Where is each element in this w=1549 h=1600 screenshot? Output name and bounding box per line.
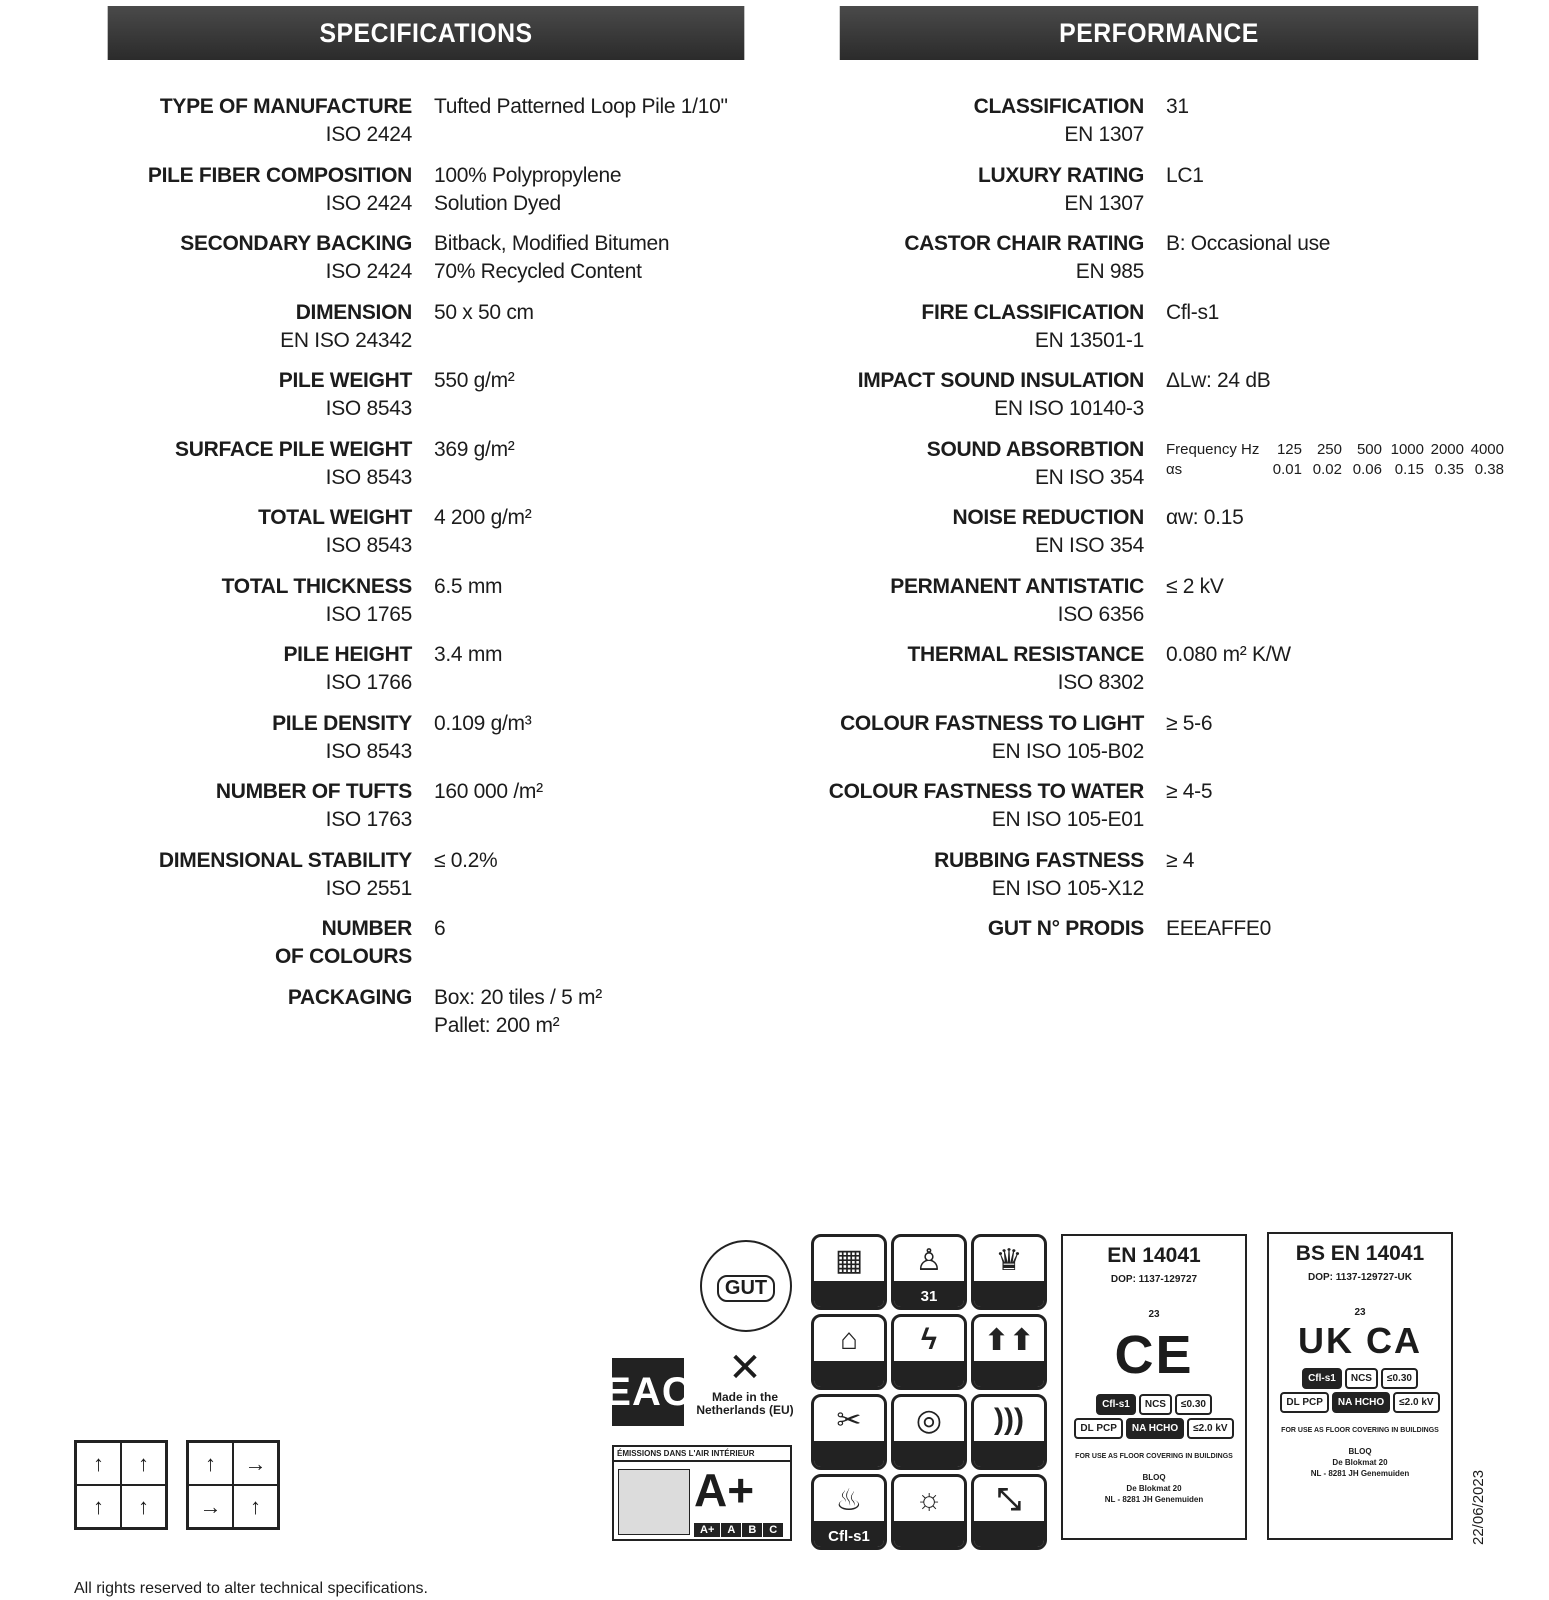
usage-class-icon: ♙ 31 — [891, 1234, 967, 1310]
specifications-row — [80, 710, 780, 779]
commercial-use-icon: ▦ — [811, 1234, 887, 1310]
frequency-value: 1000 — [1390, 440, 1424, 458]
specifications-name: SECONDARY BACKING — [180, 232, 412, 255]
specifications-standard: EN ISO 24342 — [280, 328, 412, 352]
specifications-row — [80, 93, 780, 162]
specifications-value: Bitback, Modified Bitumen — [434, 232, 670, 255]
performance-standard: ISO 6356 — [1057, 602, 1144, 626]
dop-badge: Cfl-s1 — [1096, 1394, 1136, 1415]
specifications-row — [80, 778, 780, 847]
frequency-value: 2000 — [1430, 440, 1464, 458]
arrow-icon: ↑ — [121, 1442, 166, 1485]
specifications-row — [80, 641, 780, 710]
performance-name: SOUND ABSORBTION — [926, 437, 1144, 461]
dop-badge: NCS — [1139, 1394, 1172, 1415]
frequency-value: 125 — [1276, 440, 1302, 458]
performance-row — [812, 162, 1512, 231]
issue-date: 22/06/2023 — [1470, 1469, 1487, 1545]
performance-name: FIRE CLASSIFICATION — [921, 300, 1144, 324]
performance-value: 31 — [1166, 95, 1189, 118]
dop-badge: DL PCP — [1074, 1418, 1123, 1439]
dop-badge: NA HCHO — [1126, 1418, 1184, 1439]
performance-value: ≥ 4 — [1166, 848, 1195, 872]
performance-name: COLOUR FASTNESS TO WATER — [828, 780, 1144, 803]
impact-sound-icon: ))) — [971, 1394, 1047, 1470]
dop-badge: ≤0.30 — [1381, 1368, 1418, 1389]
specifications-row — [80, 573, 780, 642]
performance-standard: EN 985 — [1075, 260, 1144, 283]
specifications-row — [80, 915, 780, 984]
emission-grade: B — [742, 1523, 762, 1537]
specifications-row — [80, 162, 780, 231]
performance-value: ΔLw: 24 dB — [1166, 369, 1271, 392]
specifications-standard: ISO 8543 — [325, 465, 412, 489]
performance-row — [812, 847, 1512, 916]
performance-standard: ISO 8302 — [1057, 671, 1144, 694]
specifications-row — [80, 436, 780, 505]
performance-row — [812, 504, 1512, 573]
sound-absorption-table — [1166, 440, 1504, 480]
performance-value: 0.080 m² K/W — [1166, 643, 1291, 666]
performance-row — [812, 573, 1512, 642]
performance-name: CLASSIFICATION — [973, 95, 1144, 118]
performance-value: EEEAFFE0 — [1166, 917, 1271, 940]
performance-value: ≤ 2 kV — [1166, 574, 1224, 598]
arrow-icon: ↑ — [121, 1485, 166, 1528]
arrow-icon: ↑ — [233, 1485, 278, 1528]
specifications-value: 0.109 g/m³ — [434, 711, 532, 735]
performance-name: GUT N° PRODIS — [987, 917, 1144, 940]
specifications-value: 50 x 50 cm — [434, 300, 534, 324]
specifications-row — [80, 230, 780, 299]
specifications-value: ≤ 0.2% — [434, 848, 498, 872]
performance-standard: EN 13501-1 — [1034, 328, 1144, 352]
absorption-value: 0.38 — [1474, 460, 1504, 478]
specifications-value: 550 g/m² — [434, 369, 515, 392]
absorption-value: 0.02 — [1312, 460, 1342, 478]
dop-address-line: BLOQ — [1142, 1473, 1166, 1482]
footer-note: All rights reserved to alter technical specifications. — [74, 1580, 428, 1597]
arrow-icon: ↑ — [76, 1442, 121, 1485]
specifications-name: PILE FIBER COMPOSITION — [147, 163, 412, 187]
specifications-value: 100% Polypropylene — [434, 163, 622, 187]
performance-standard: EN ISO 354 — [1034, 465, 1144, 489]
emission-grade: A — [721, 1523, 741, 1537]
dop-badge: NCS — [1345, 1368, 1378, 1389]
specifications-value: 160 000 /m² — [434, 780, 543, 803]
specifications-standard: ISO 2424 — [325, 260, 412, 283]
specifications-standard: ISO 2424 — [325, 123, 412, 146]
performance-standard: EN ISO 105-B02 — [991, 739, 1144, 763]
specifications-row — [80, 847, 780, 916]
performance-value: αw: 0.15 — [1166, 506, 1244, 529]
specifications-name: NUMBER OF TUFTS — [215, 780, 412, 803]
specifications-name: PILE DENSITY — [272, 711, 412, 735]
specifications-name: NUMBER — [321, 917, 412, 940]
performance-standard: EN 1307 — [1064, 191, 1144, 215]
frequency-value: 500 — [1356, 440, 1382, 458]
specifications-header: SPECIFICATIONS — [108, 6, 745, 60]
performance-row — [812, 299, 1512, 368]
dop-badge: ≤0.30 — [1175, 1394, 1212, 1415]
house-icon — [618, 1469, 690, 1535]
specifications-value: 70% Recycled Content — [434, 260, 642, 283]
dop-address-line: NL - 8281 JH Genemuiden — [1310, 1469, 1410, 1478]
fire-icon: ♨ Cfl-s1 — [811, 1474, 887, 1550]
dop-badge: Cfl-s1 — [1302, 1368, 1342, 1389]
frequency-value: 250 — [1316, 440, 1342, 458]
installation-quarter-turn-icon — [186, 1440, 280, 1530]
dop-address-line: BLOQ — [1348, 1447, 1372, 1456]
stairs-icon: ⬆⬆ — [971, 1314, 1047, 1390]
castor-chair-icon: ⌂ — [811, 1314, 887, 1390]
specifications-name: PACKAGING — [287, 985, 412, 1009]
dop-address-line: De Blokmat 20 — [1332, 1458, 1388, 1467]
specifications-standard: OF COLOURS — [275, 945, 412, 968]
performance-row — [812, 93, 1512, 162]
dop-address-line: NL - 8281 JH Genemuiden — [1104, 1495, 1204, 1504]
frequency-value: 4000 — [1470, 440, 1504, 458]
frequency-label: Frequency Hz — [1166, 440, 1260, 458]
arrow-icon: ↑ — [76, 1485, 121, 1528]
performance-row — [812, 778, 1512, 847]
specifications-value: 369 g/m² — [434, 437, 515, 461]
emission-grade: C — [763, 1523, 783, 1537]
performance-standard: EN ISO 354 — [1034, 534, 1144, 557]
specifications-value: Solution Dyed — [434, 191, 561, 215]
arrow-icon: ↑ — [188, 1442, 233, 1485]
performance-list — [812, 93, 1512, 984]
light-fastness-icon: ☼ — [891, 1474, 967, 1550]
specifications-row — [80, 299, 780, 368]
dimensional-stability-icon: ⤡ — [971, 1474, 1047, 1550]
performance-name: CASTOR CHAIR RATING — [904, 232, 1144, 255]
specifications-standard: ISO 2551 — [325, 876, 412, 900]
performance-standard: EN ISO 10140-3 — [994, 397, 1144, 420]
specifications-name: DIMENSIONAL STABILITY — [158, 848, 412, 872]
specifications-row — [80, 504, 780, 573]
performance-name: RUBBING FASTNESS — [934, 848, 1144, 872]
dop-address-line: De Blokmat 20 — [1126, 1484, 1182, 1493]
dop-badge: DL PCP — [1280, 1392, 1329, 1413]
arrow-icon: → — [233, 1442, 278, 1485]
performance-value: LC1 — [1166, 163, 1204, 187]
performance-row — [812, 367, 1512, 436]
performance-value: Cfl-s1 — [1166, 300, 1220, 324]
performance-value: ≥ 5-6 — [1166, 711, 1213, 735]
dop-badge: NA HCHO — [1332, 1392, 1390, 1413]
absorption-value: 0.35 — [1434, 460, 1464, 478]
performance-name: COLOUR FASTNESS TO LIGHT — [840, 711, 1144, 735]
performance-value: ≥ 4-5 — [1166, 780, 1213, 803]
dop-en-label: EN 14041 DOP: 1137-129727 23 CE Cfl-s1 NCS ≤0.30 DL PCP NA HCHO ≤2.0 kV FOR USE AS FLOOR COVERING IN BUILDINGS BLOQ De Blokmat 20 NL - 8281 JH Genemuiden — [1061, 1234, 1247, 1540]
performance-standard: EN ISO 105-E01 — [991, 808, 1144, 831]
windmill-icon: ✕ — [728, 1346, 762, 1390]
alpha-label: αs — [1166, 460, 1183, 478]
sound-absorption-icon: ◎ — [891, 1394, 967, 1470]
specifications-value: 4 200 g/m² — [434, 506, 532, 529]
eac-logo: EAC — [612, 1358, 684, 1426]
specifications-standard: ISO 8543 — [325, 739, 412, 763]
luxury-rating-icon: ♛ — [971, 1234, 1047, 1310]
specifications-value: Pallet: 200 m² — [434, 1013, 560, 1037]
performance-standard: EN 1307 — [1064, 123, 1144, 146]
absorption-value: 0.15 — [1394, 460, 1424, 478]
cuttable-icon: ✂ — [811, 1394, 887, 1470]
specifications-value: 6.5 mm — [434, 574, 503, 598]
specifications-standard: ISO 1765 — [325, 602, 412, 626]
specifications-standard: ISO 1766 — [325, 671, 412, 694]
performance-name: NOISE REDUCTION — [952, 506, 1144, 529]
specifications-list — [80, 93, 780, 1052]
performance-name: THERMAL RESISTANCE — [907, 643, 1144, 666]
performance-standard: EN ISO 105-X12 — [991, 876, 1144, 900]
installation-monolithic-icon — [74, 1440, 168, 1530]
performance-value: B: Occasional use — [1166, 232, 1331, 255]
specifications-name: TOTAL THICKNESS — [221, 574, 412, 598]
performance-row — [812, 710, 1512, 779]
dop-badge: ≤2.0 kV — [1393, 1392, 1439, 1413]
arrow-icon: → — [188, 1485, 233, 1528]
performance-row — [812, 230, 1512, 299]
specifications-standard: ISO 8543 — [325, 534, 412, 557]
gut-logo: GUT — [700, 1240, 792, 1332]
performance-header: PERFORMANCE — [840, 6, 1478, 60]
performance-row — [812, 641, 1512, 710]
emissions-label: ÉMISSIONS DANS L'AIR INTÉRIEUR A+ A+ A B C — [612, 1445, 792, 1541]
emission-grade: A+ — [694, 1523, 720, 1537]
specifications-value: 6 — [434, 917, 446, 940]
antistatic-icon: ϟ — [891, 1314, 967, 1390]
performance-name: LUXURY RATING — [977, 163, 1144, 187]
performance-row — [812, 436, 1512, 505]
specifications-name: PILE WEIGHT — [278, 369, 412, 392]
specifications-value: 3.4 mm — [434, 643, 503, 666]
specifications-row — [80, 367, 780, 436]
specifications-row — [80, 984, 780, 1053]
dop-badge: ≤2.0 kV — [1187, 1418, 1233, 1439]
specifications-name: TYPE OF MANUFACTURE — [159, 95, 412, 118]
performance-name: IMPACT SOUND INSULATION — [857, 369, 1144, 392]
performance-name: PERMANENT ANTISTATIC — [890, 574, 1144, 598]
specifications-standard: ISO 8543 — [325, 397, 412, 420]
made-in-netherlands-logo: ✕ Made in the Netherlands (EU) — [690, 1345, 800, 1417]
specifications-name: PILE HEIGHT — [283, 643, 412, 666]
specifications-name: DIMENSION — [295, 300, 412, 324]
specifications-name: TOTAL WEIGHT — [258, 506, 412, 529]
performance-row — [812, 915, 1512, 984]
specifications-standard: ISO 1763 — [325, 808, 412, 831]
specifications-name: SURFACE PILE WEIGHT — [175, 437, 412, 461]
specifications-value: Tufted Patterned Loop Pile 1/10" — [434, 95, 728, 118]
dop-bs-label: BS EN 14041 DOP: 1137-129727-UK 23 UK CA Cfl-s1 NCS ≤0.30 DL PCP NA HCHO ≤2.0 kV FOR USE AS FLOOR COVERING IN BUILDINGS BLOQ De Blokmat 20 NL - 8281 JH Genemuiden — [1267, 1232, 1453, 1540]
specifications-standard: ISO 2424 — [325, 191, 412, 215]
specifications-value: Box: 20 tiles / 5 m² — [434, 985, 602, 1009]
absorption-value: 0.06 — [1352, 460, 1382, 478]
absorption-value: 0.01 — [1272, 460, 1302, 478]
